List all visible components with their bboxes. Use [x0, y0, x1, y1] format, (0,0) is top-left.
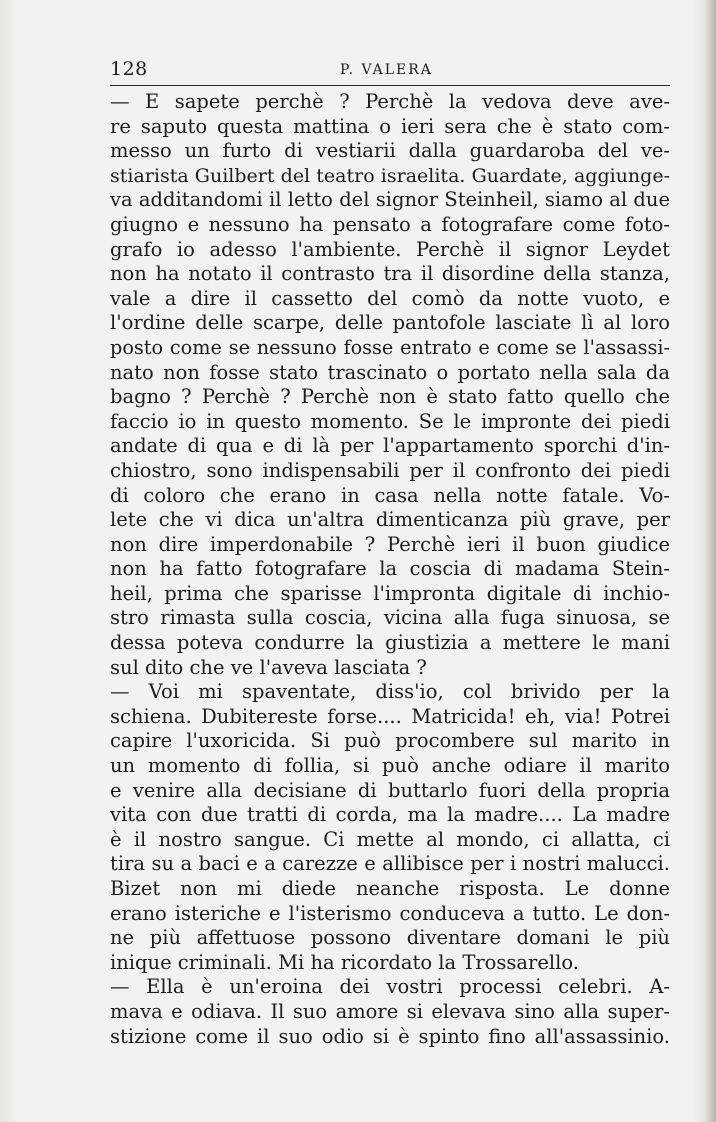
text-line: inique criminali. Mi ha ricordato la Trossarello. — [110, 950, 579, 974]
text-line: vale a dire il cassetto del comò da notte vuoto, e — [110, 286, 670, 310]
text-line: erano isteriche e l'isterismo conduceva a tutto. Le don- — [110, 901, 670, 925]
header-rule — [110, 85, 670, 86]
text-line: non ha notato il contrasto tra il disordine della stanza, — [110, 262, 670, 286]
text-line: non dire imperdonabile ? Perchè ieri il buon giudice — [110, 532, 670, 556]
text-line: tira su a baci e a carezze e allibisce per i nostri malucci. — [110, 852, 670, 876]
text-line: lete che vi dica un'altra dimenticanza più grave, per — [110, 508, 670, 532]
text-line: va additandomi il letto del signor Steinheil, siamo al due — [110, 188, 670, 212]
text-line: posto come se nessuno fosse entrato e come se l'assassi- — [110, 335, 670, 359]
text-line: — Voi mi spaventate, diss'io, col brivido per la — [110, 680, 670, 704]
page-header — [110, 52, 670, 82]
text-line: di coloro che erano in casa nella notte fatale. Vo- — [110, 483, 670, 507]
running-head: P. VALERA — [340, 62, 433, 78]
page-number: 128 — [110, 58, 148, 80]
text-line: schiena. Dubitereste forse.... Matricida! eh, via! Potrei — [110, 704, 670, 728]
text-line: heil, prima che sparisse l'impronta digitale di inchio- — [110, 581, 670, 605]
text-line: ne più affettuose possono diventare domani le più — [110, 926, 670, 950]
text-line: — E sapete perchè ? Perchè la vedova deve ave- — [110, 90, 670, 113]
page-edge-shadow — [704, 0, 716, 1122]
text-line: sul dito che ve l'aveva lasciata ? — [110, 655, 427, 679]
text-line: nato non fosse stato trascinato o portato nella sala da — [110, 360, 670, 384]
text-line: stro rimasta sulla coscia, vicina alla fuga sinuosa, se — [110, 606, 670, 630]
text-line: vita con due tratti di corda, ma la madre.... La madre — [110, 803, 670, 827]
text-line: — Ella è un'eroina dei vostri processi celebri. A- — [110, 975, 670, 999]
text-line: giugno e nessuno ha pensato a fotografare come foto- — [110, 212, 670, 236]
text-line: dessa poteva condurre la giustizia a mettere le mani — [110, 631, 670, 655]
text-line: bagno ? Perchè ? Perchè non è stato fatto quello che — [110, 385, 670, 409]
text-line: capire l'uxoricida. Si può procombere sul marito in — [110, 729, 670, 753]
text-line: e venire alla decisiane di buttarlo fuori della propria — [110, 778, 670, 802]
text-line: non ha fatto fotografare la coscia di madama Stein- — [110, 557, 670, 581]
text-line: faccio io in questo momento. Se le impronte dei piedi — [110, 409, 670, 433]
text-line: chiostro, sono indispensabili per il confronto dei piedi — [110, 458, 670, 482]
text-line: Bizet non mi diede neanche risposta. Le donne — [110, 877, 670, 900]
text-line: mava e odiava. Il suo amore si elevava sino alla super- — [110, 999, 670, 1023]
text-line: grafo io adesso l'ambiente. Perchè il signor Leydet — [110, 237, 670, 261]
text-line: andate di qua e di là per l'appartamento sporchi d'in- — [110, 434, 670, 458]
text-line: messo un furto di vestiarii dalla guardaroba del ve- — [110, 139, 670, 163]
text-line: un momento di follia, si può anche odiare il marito — [110, 754, 670, 778]
text-line: stiarista Guilbert del teatro israelita. Guardate, aggiunge- — [110, 164, 670, 187]
body-text — [110, 90, 670, 1049]
text-line: è il nostro sangue. Ci mette al mondo, ci allatta, ci — [110, 827, 670, 851]
text-line: stizione come il suo odio si è spinto fino all'assassinio. — [110, 1024, 670, 1048]
text-line: re saputo questa mattina o ieri sera che è stato com- — [110, 114, 670, 138]
text-line: l'ordine delle scarpe, delle pantofole lasciate lì al loro — [110, 311, 670, 335]
